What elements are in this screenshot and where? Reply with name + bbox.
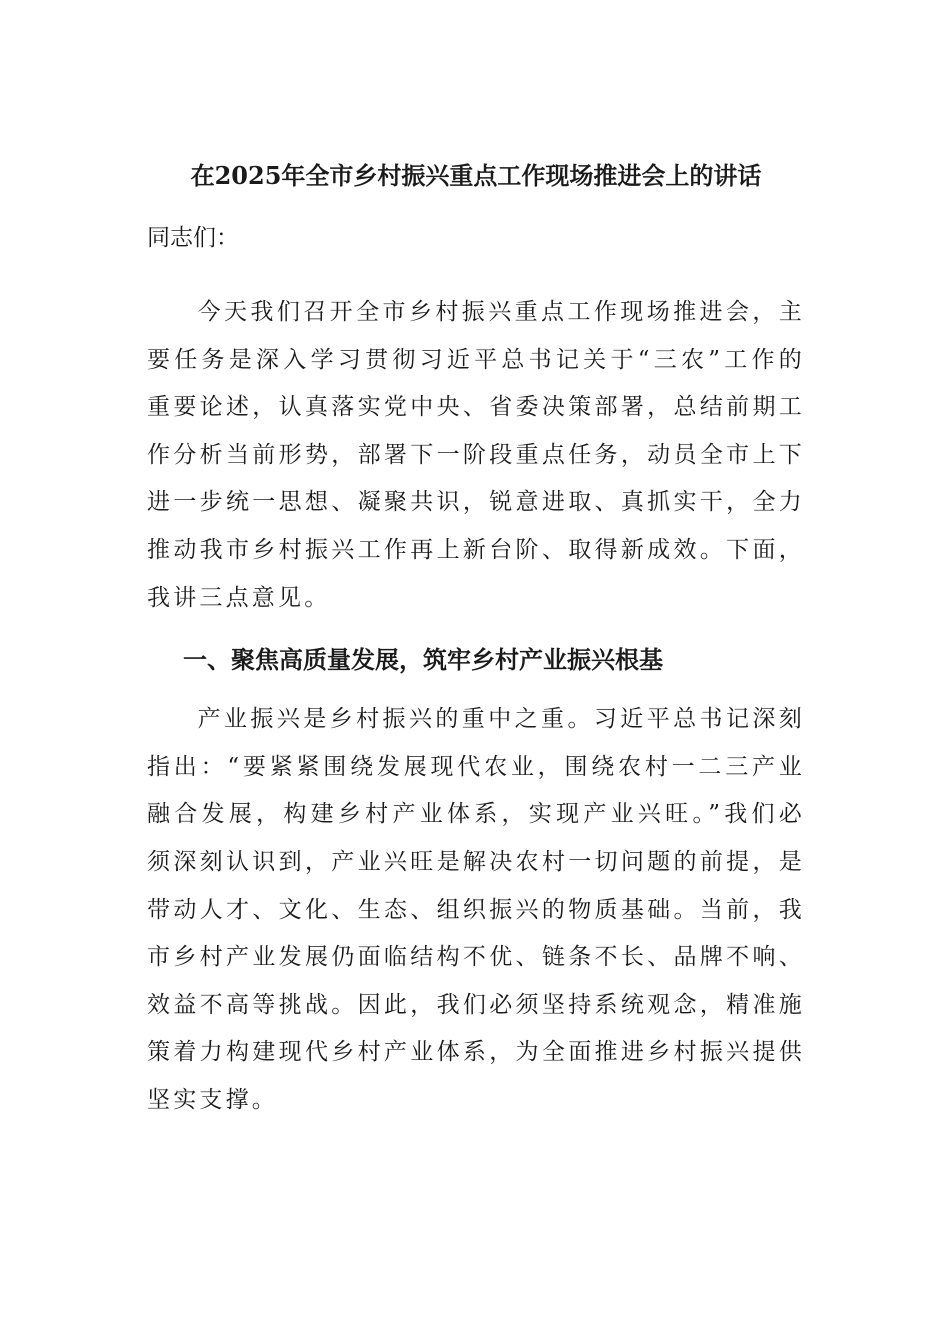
document-body (147, 152, 805, 1125)
paragraph-industry: 产业振兴是乡村振兴的重中之重。习近平总书记深刻指出：“要紧紧围绕发展现代农业，围绕农村一二三产业融合发展，构建乡村产业体系，实现产业兴旺。”我们必须深刻认识到，产业兴旺是解决农村一切问题的前提，是带动人才、文化、生态、组织振兴的物质基础。当前，我市乡村产业发展仍面临结构不优、链条不长、品牌不响、效益不高等挑战。因此，我们必须坚持系统观念，精准施策着力构建现代乡村产业体系，为全面推进乡村振兴提供坚实支撑。 (147, 706, 805, 1113)
paragraph-opening: 今天我们召开全市乡村振兴重点工作现场推进会，主要任务是深入学习贯彻习近平总书记关于“三农”工作的重要论述，认真落实党中央、省委决策部署，总结前期工作分析当前形势，部署下一阶段重点任务，动员全市上下进一步统一思想、凝聚共识，锐意进取、真抓实干，全力推动我市乡村振兴工作再上新台阶、取得新成效。下面，我讲三点意见。 (147, 299, 805, 611)
salutation: 同志们： (147, 225, 239, 251)
section-heading-1: 一、聚焦高质量发展，筑牢乡村产业振兴根基 (183, 645, 663, 675)
document-title: 在2025年全市乡村振兴重点工作现场推进会上的讲话 (190, 161, 762, 190)
